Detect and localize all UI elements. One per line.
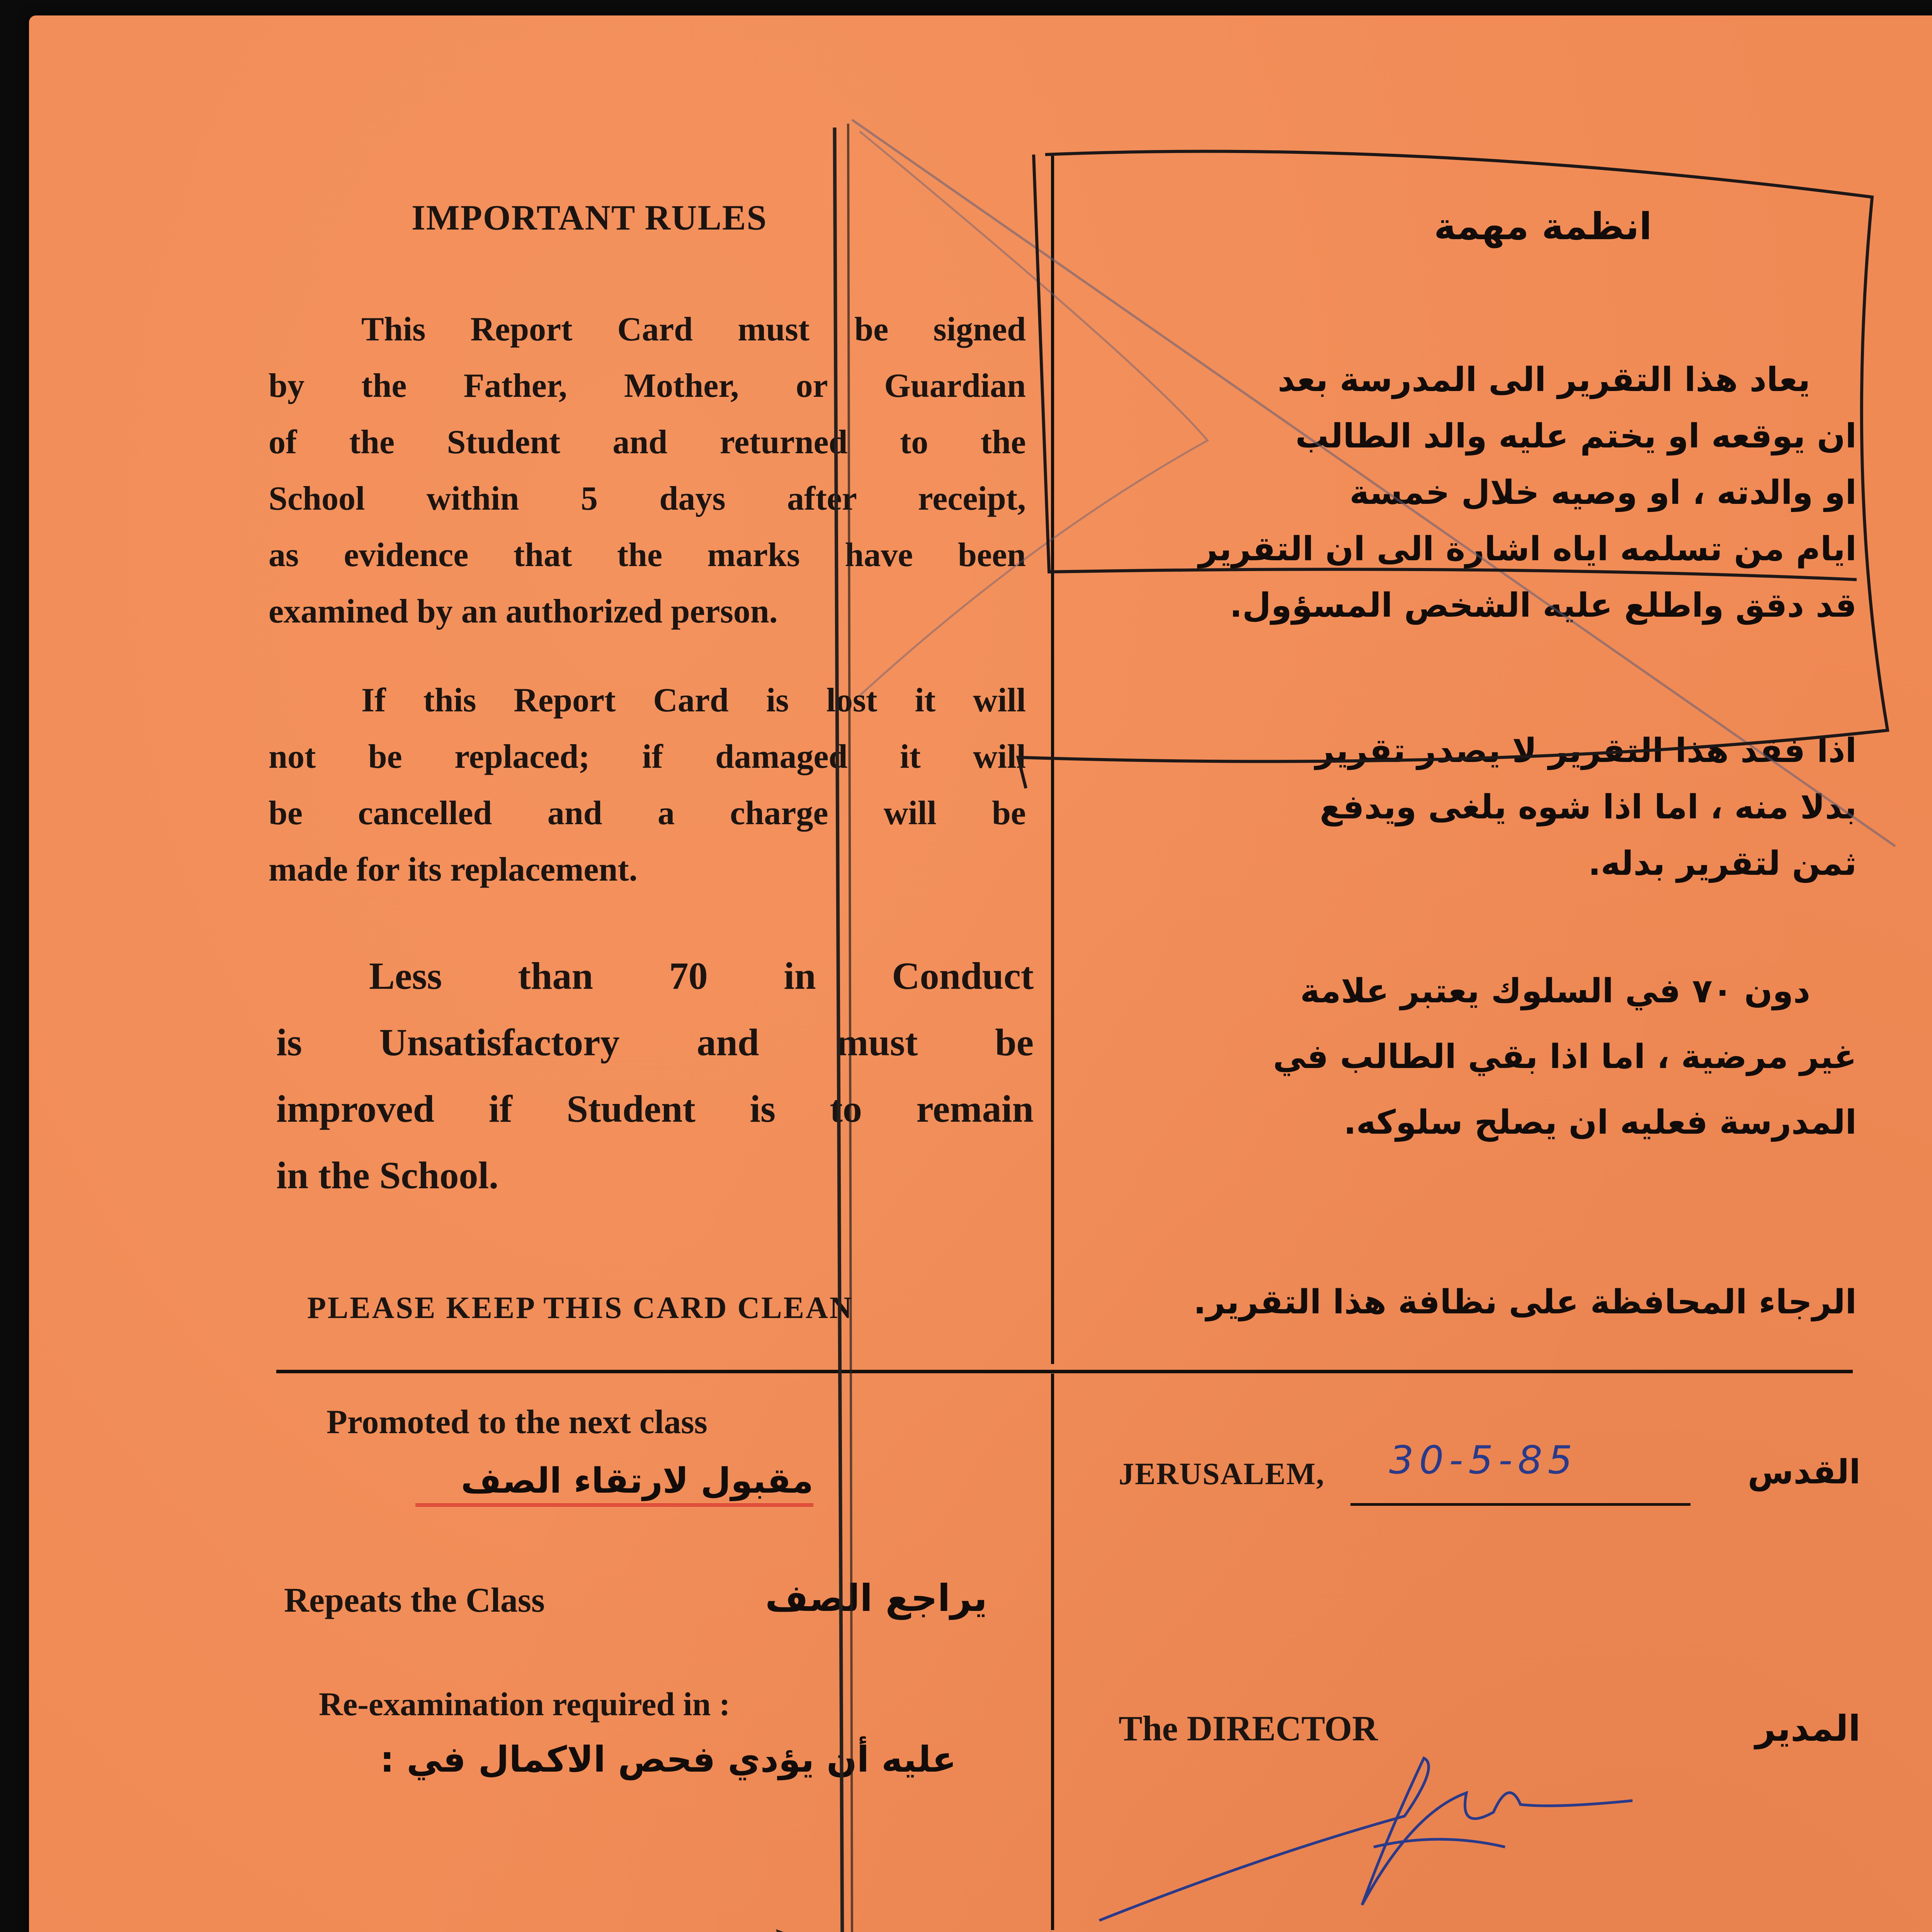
rule3-line-2: is Unsatisfactory and must be xyxy=(276,1021,1034,1064)
rule3-line-1: Less than 70 in Conduct xyxy=(369,954,1034,997)
ar-rule2-line-1: اذا فقد هذا التقرير لا يصدر تقرير xyxy=(1315,731,1857,770)
keep-clean-en: PLEASE KEEP THIS CARD CLEAN xyxy=(307,1291,854,1325)
ar-rule2-line-3: ثمن لتقرير بدله. xyxy=(1588,844,1857,883)
handwritten-marks xyxy=(29,15,1932,1932)
reexam-en: Re-examination required in : xyxy=(319,1685,730,1723)
rule1-line-6: examined by an authorized person. xyxy=(269,593,778,630)
ar-rule1-line-3: او والدته ، او وصيه خلال خمسة xyxy=(1349,473,1857,512)
city-en: JERUSALEM, xyxy=(1119,1457,1325,1491)
pen-vertical-stroke xyxy=(779,128,856,1932)
ar-rule1-line-5: قد دقق واطلع عليه الشخص المسؤول. xyxy=(1230,586,1857,625)
right-heading: انظمة مهمة xyxy=(1434,205,1652,248)
pen-box-outline xyxy=(1018,151,1888,788)
rule1-line-4: School within 5 days after receipt, xyxy=(269,480,1026,517)
director-en: The DIRECTOR xyxy=(1119,1709,1378,1748)
ar-rule1-line-1: يعاد هذا التقرير الى المدرسة بعد xyxy=(1277,361,1810,399)
rule2-line-1: If this Report Card is lost it will xyxy=(361,682,1026,719)
report-card-back xyxy=(29,15,1932,1932)
ar-rule3-line-1: دون ٧٠ في السلوك يعتبر علامة xyxy=(1300,972,1810,1010)
repeats-en: Repeats the Class xyxy=(284,1581,545,1619)
rule2-line-2: not be replaced; if damaged it will xyxy=(269,738,1026,776)
rule3-line-3: improved if Student is to remain xyxy=(276,1087,1034,1130)
rule2-line-4: made for its replacement. xyxy=(269,851,638,888)
repeats-ar: يراجع الصف xyxy=(765,1577,987,1620)
promoted-ar: مقبول لارتقاء الصف xyxy=(415,1461,813,1507)
ar-rule3-line-3: المدرسة فعليه ان يصلح سلوكه. xyxy=(1344,1103,1857,1142)
rule1-line-5: as evidence that the marks have been xyxy=(269,536,1026,574)
rule3-line-4: in the School. xyxy=(276,1154,499,1197)
rule1-line-3: of the Student and returned to the xyxy=(269,423,1026,461)
left-heading: IMPORTANT RULES xyxy=(412,198,767,237)
director-signature xyxy=(1099,1758,1633,1920)
ar-rule1-line-4: ايام من تسلمه اياه اشارة الى ان التقرير xyxy=(1198,530,1857,568)
rule1-line-2: by the Father, Mother, or Guardian xyxy=(269,367,1026,405)
reexam-ar: عليه أن يؤدي فحص الاكمال في : xyxy=(380,1739,956,1780)
ar-rule3-line-2: غير مرضية ، اما اذا بقي الطالب في xyxy=(1273,1037,1857,1076)
rule1-line-1: This Report Card must be signed xyxy=(361,311,1026,348)
city-ar: القدس xyxy=(1747,1453,1861,1492)
rule2-line-3: be cancelled and a charge will be xyxy=(269,794,1026,832)
director-ar: المدير xyxy=(1755,1708,1861,1749)
date-handwritten: 30-5-85 xyxy=(1389,1437,1578,1483)
pencil-diagonal-line xyxy=(852,120,1895,846)
promoted-en: Promoted to the next class xyxy=(327,1403,707,1441)
keep-clean-ar: الرجاء المحافظة على نظافة هذا التقرير. xyxy=(1193,1283,1857,1321)
ar-rule1-line-2: ان يوقعه او يختم عليه والد الطالب xyxy=(1295,417,1857,456)
pen-vertical-stroke-2 xyxy=(848,124,852,1932)
pencil-diagonal-line-2 xyxy=(860,131,1208,696)
ar-rule2-line-2: بدلا منه ، اما اذا شوه يلغى ويدفع xyxy=(1320,788,1857,827)
